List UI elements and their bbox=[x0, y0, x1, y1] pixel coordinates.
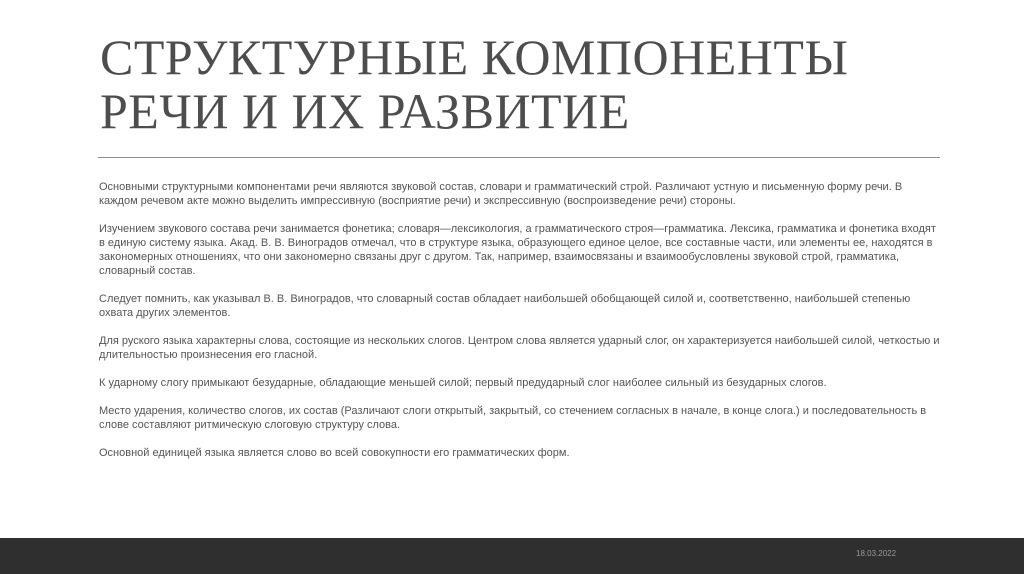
body-paragraph: Следует помнить, как указывал В. В. Виноградов, что словарный состав обладает наибольшей обобщающей силой и, соответственно, наибольшей степенью охвата других элементов. bbox=[99, 293, 911, 319]
slide-body bbox=[99, 180, 941, 474]
body-paragraph: Изучением звукового состава речи занимается фонетика; словаря—лексикология, а грамматического строя—грамматика. Лексика, грамматика и фонетика входят в единую систему языка. Акад. В. В. Виноградов отмечал, что в структуре языка, образующего единое целое, все составные части, или элементы ее, находятся в закономерных отношениях, что они закономерно связаны друг с другом. Так, например, взаимосвязаны и взаимообусловлены звуковой строй, грамматика, словарный состав. bbox=[99, 223, 936, 277]
slide-title bbox=[100, 30, 940, 138]
slide-title-line-2: РЕЧИ И ИХ РАЗВИТИЕ bbox=[100, 83, 630, 139]
body-paragraph: К ударному слогу примыкают безударные, обладающие меньшей силой; первый предударный слог наиболее сильный из безударных слогов. bbox=[99, 377, 827, 389]
title-divider bbox=[98, 157, 940, 158]
body-paragraph: Для руского языка характерны слова, состоящие из нескольких слогов. Центром слова является ударный слог, он характеризуется наибольшей силой, четкостью и длительностью произнесения его гласной. bbox=[99, 335, 940, 361]
slide-title-line-1: СТРУКТУРНЫЕ КОМПОНЕНТЫ bbox=[100, 29, 849, 85]
body-paragraph: Основной единицей языка является слово во всей совокупности его грамматических форм. bbox=[99, 447, 570, 459]
body-paragraph: Основными структурными компонентами речи являются звуковой состав, словари и грамматический строй. Различают устную и письменную форму речи. В каждом речевом акте можно выделить импрессивную (восприятие речи) и экспрессивную (воспроизведение речи) стороны. bbox=[99, 181, 903, 207]
footer-date: 18.03.2022 bbox=[856, 549, 897, 558]
footer-bar bbox=[0, 538, 1024, 574]
body-paragraph: Место ударения, количество слогов, их состав (Различают слоги открытый, закрытый, со стечением согласных в начале, в конце слога.) и последовательность в слове составляют ритмическую слоговую структуру слова. bbox=[99, 405, 927, 431]
